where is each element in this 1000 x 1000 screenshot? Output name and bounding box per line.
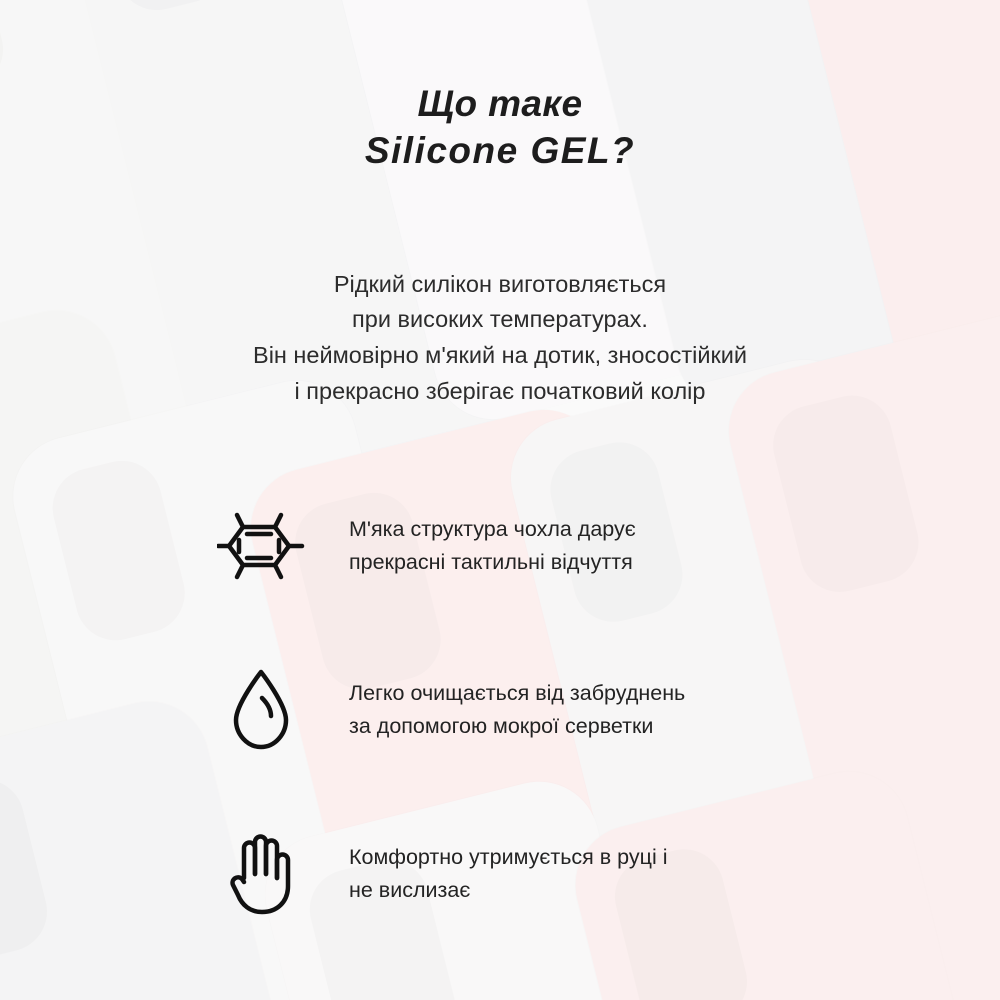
subheading-line-4: і прекрасно зберігає початковий колір — [294, 377, 706, 404]
list-item — [215, 828, 930, 920]
feature-line-1: Комфортно утримується в руці і — [349, 845, 668, 870]
list-item — [215, 664, 930, 756]
subheading-line-3: Він неймовірно м'який на дотик, зносостійкий — [253, 342, 747, 369]
feature-list — [70, 500, 930, 920]
feature-line-2: за допомогою мокрої серветки — [349, 713, 654, 738]
feature-text — [349, 677, 685, 742]
molecule-icon — [215, 500, 307, 592]
subheading-line-1: Рідкий силікон виготовляється — [333, 270, 667, 297]
feature-line-2: прекрасні тактильні відчуття — [349, 549, 633, 574]
feature-line-2: не вислизає — [349, 877, 471, 902]
headline-line-2: Silicone GEL? — [364, 130, 636, 172]
hand-icon — [215, 828, 307, 920]
headline-line-1: Що таке — [417, 83, 583, 124]
feature-line-1: М'яка структура чохла дарує — [349, 517, 636, 542]
feature-text — [349, 513, 636, 578]
water-drop-icon — [215, 664, 307, 756]
feature-text — [349, 841, 667, 906]
page-title — [70, 80, 930, 175]
list-item — [215, 500, 930, 592]
subheading-line-2: при високих температурах. — [352, 306, 648, 333]
feature-line-1: Легко очищається від забруднень — [349, 681, 686, 706]
subheading-paragraph — [70, 267, 930, 410]
